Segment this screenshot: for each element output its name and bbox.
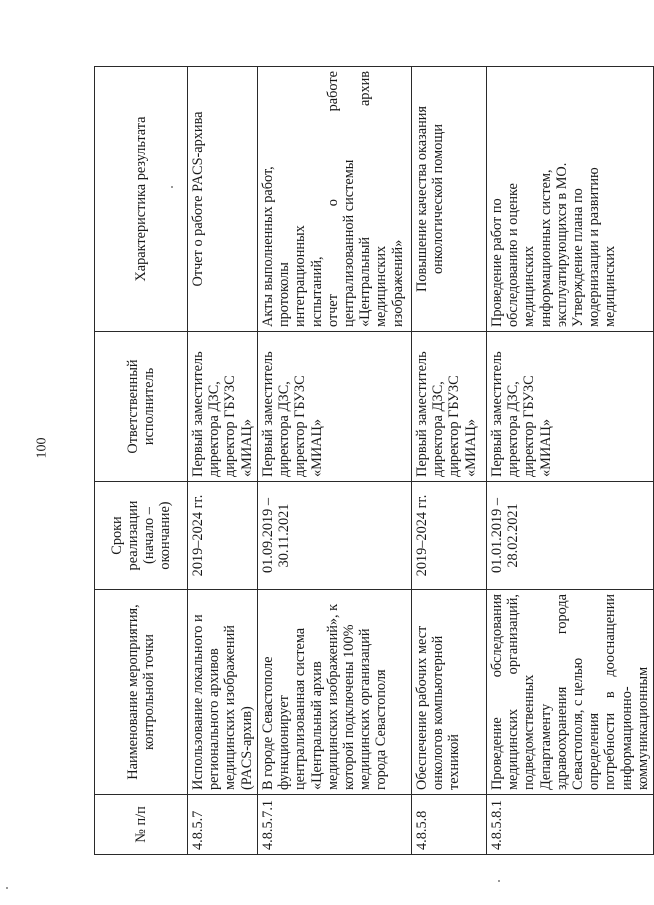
result-line: медицинских [602,245,619,327]
name-line: Проведение обследования [489,594,505,790]
cell-result [258,67,412,332]
cell-term: 2019–2024 гг. [188,482,258,590]
result-line: модернизации и развитию [586,167,603,327]
cell-name [487,590,654,795]
result-line: медицинских [521,245,538,327]
result-line: отчет о работе [324,71,341,327]
result-line: информационных систем, [537,169,554,327]
name-line: коммуникационным [634,666,651,790]
cell-num: 4.8.5.7 [188,795,258,855]
name-line: подведомственных Департаменту [521,674,554,790]
header-result: Характеристика результата [95,67,188,332]
header-responsible: Ответственный исполнитель [95,332,188,482]
header-num: № п/п [95,795,188,855]
result-line: эксплуатирующихся в МО. [553,162,570,327]
result-line: изображений» [389,239,406,327]
result-line: протоколы [276,262,293,327]
table-row [487,67,654,855]
cell-result: Повышение качества оказания онкологической помощи [412,67,487,332]
cell-name: Обеспечение рабочих мест онкологов компьютерной техникой [412,590,487,795]
scan-speck [171,186,173,188]
table-row [412,67,487,855]
table-header-row [95,67,188,855]
name-line: потребности в дооснащении [602,594,619,790]
cell-responsible: Первый заместитель директора ДЗС, директор ГБУЗС «МИАЦ» [412,332,487,482]
header-term: Сроки реализации (начало – окончание) [95,482,188,590]
cell-responsible: Первый заместитель директора ДЗС, директор ГБУЗС «МИАЦ» [258,332,412,482]
result-line: Акты выполненных работ, [260,166,276,327]
name-line: Севастополя, с целью определения [570,657,603,790]
cell-term: 2019–2024 гг. [412,482,487,590]
result-line: обследованию и оценке [505,183,522,327]
cell-name: В городе Севастополе функционирует централизованная система «Центральный архив медицинских изображений», к которой подключены 100% медицинских организаций города Севастополя [258,590,412,795]
result-line: Утверждение плана по [570,188,587,327]
cell-term: 01.09.2019 – 30.11.2021 [258,482,412,590]
cell-num: 4.8.5.8 [412,795,487,855]
cell-term: 01.01.2019 – 28.02.2021 [487,482,654,590]
name-line: информационно- [618,686,635,790]
name-line: здравоохранения города [553,594,570,790]
result-line: «Центральный архив [357,71,374,327]
plan-table [94,66,654,855]
table-row [188,67,258,855]
result-line: интеграционных [292,225,309,327]
result-line: медицинских [373,245,390,327]
result-line: Проведение работ по [489,198,505,327]
cell-responsible: Первый заместитель директора ДЗС, директор ГБУЗС «МИАЦ» [188,332,258,482]
cell-result: Отчет о работе PACS-архива [188,67,258,332]
result-line: централизованной системы [341,159,358,327]
table-row [258,67,412,855]
cell-responsible: Первый заместитель директора ДЗС, директор ГБУЗС «МИАЦ» [487,332,654,482]
cell-result [487,67,654,332]
table-container [94,67,651,855]
scan-speck [498,880,500,882]
header-name: Наименование мероприятия, контрольной точки [95,590,188,795]
name-line: медицинских организаций, [505,594,522,790]
cell-num: 4.8.5.8.1 [487,795,654,855]
result-line: испытаний, [308,256,325,327]
scan-speck [6,887,8,889]
cell-num: 4.8.5.7.1 [258,795,412,855]
page-number: 100 [34,437,50,459]
cell-name: Использование локального и регионального архивов медицинских изображений (PACS-архив) [188,590,258,795]
